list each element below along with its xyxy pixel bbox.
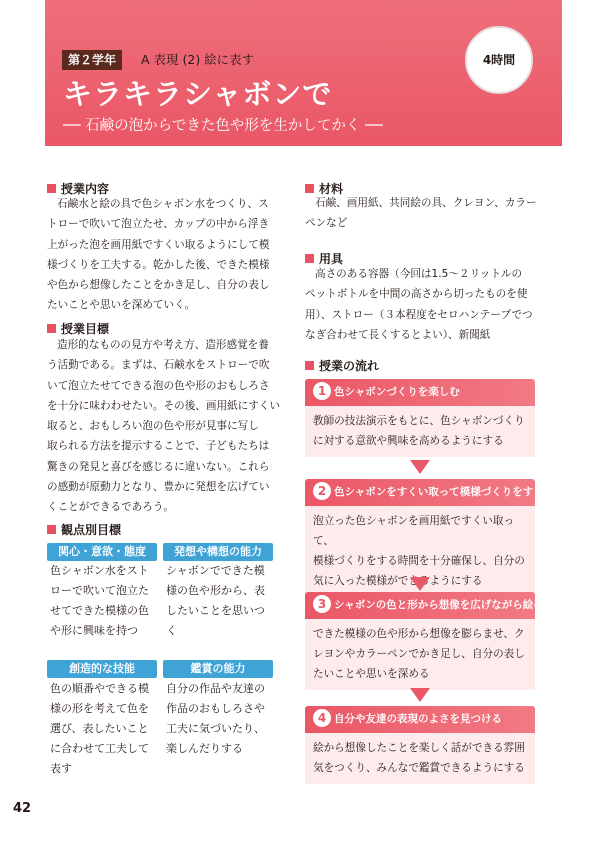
- text-line: や色から想像したことをかき足し、自分の表し: [47, 279, 270, 292]
- flow-step-1-title: 1 色シャボンづくりを楽しむ: [305, 379, 535, 406]
- text-line: たいことや思いを深めていく。: [47, 299, 196, 312]
- text-line: 自分の作品や友達の: [166, 682, 265, 695]
- text-line: 用）、ストロー（３本程度をセロハンテープでつ: [305, 308, 533, 321]
- square-bullet-icon: [305, 361, 314, 370]
- unit-title: A 表現 (2) 絵に表す: [141, 52, 255, 67]
- page-title: キラキラシャボンで: [63, 77, 333, 111]
- hours-badge: 4時間: [465, 26, 533, 94]
- text-line: 気に入った模様ができるようにする: [313, 575, 483, 587]
- text-line: 驚きの発見と喜びを感じるに違いない。これら: [47, 460, 270, 473]
- text-line: 表す: [50, 762, 72, 775]
- content-text: [47, 194, 287, 316]
- text-line: 絵から想像したことを楽しく話ができる雰囲: [313, 742, 525, 754]
- text-line: 作品のおもしろさや: [166, 702, 265, 715]
- text-line: や形に興味を持つ: [50, 624, 138, 637]
- text-line: 様の形を考えて色を: [50, 702, 149, 715]
- text-line: トローで吹いて泡立たせ、カップの中から浮き: [47, 218, 270, 231]
- down-arrow-icon: [410, 577, 430, 591]
- text-line: ペットボトルを中間の高さから切ったものを使: [305, 288, 528, 301]
- eval-text-idea: [166, 561, 278, 641]
- text-line: なぎ合わせて長くするとよい）、新聞紙: [305, 328, 491, 341]
- text-line: 造形的なものの見方や考え方、造形感覚を養: [57, 339, 269, 351]
- evaluation-heading: 観点別目標: [47, 521, 121, 538]
- flow-step-4-title: 4 自分や友達の表現のよさを見つける: [305, 706, 535, 733]
- text-line: いて泡立たせてできる泡の色や形のおもしろさ: [47, 379, 270, 392]
- page-number: 42: [13, 801, 32, 816]
- flow-step-1-body: [305, 406, 535, 457]
- materials-heading: 材料: [305, 180, 343, 197]
- text-line: 色シャボン水をスト: [50, 564, 149, 577]
- goals-heading: 授業目標: [47, 320, 109, 337]
- square-bullet-icon: [47, 324, 56, 333]
- text-line: 様の色や形から、表: [166, 584, 265, 597]
- goals-text: [47, 335, 287, 518]
- flow-step-3-title: 3 シャボンの色と形から想像を広げながら絵に表す: [305, 592, 535, 619]
- square-bullet-icon: [305, 184, 314, 193]
- eval-text-appreciation: [166, 679, 278, 759]
- text-line: 楽しんだりする: [166, 742, 243, 755]
- square-bullet-icon: [47, 184, 56, 193]
- square-bullet-icon: [47, 525, 56, 534]
- text-line: に合わせて工夫して: [50, 742, 149, 755]
- text-line: したいことを思いつ: [166, 604, 265, 617]
- square-bullet-icon: [305, 254, 314, 263]
- text-line: 気をつくり、みんなで鑑賞できるようにする: [313, 762, 525, 774]
- text-line: 石鹸水と絵の具で色シャボン水をつくり、ス: [57, 198, 269, 210]
- header-banner: [45, 0, 562, 146]
- step-number-icon: 1: [313, 382, 331, 400]
- text-line: レヨンやカラーペンでかき足し、自分の表し: [313, 648, 525, 660]
- step-number-icon: 3: [313, 595, 331, 613]
- flow-step-2-title: 2 色シャボンをすくい取って模様づくりをする: [305, 479, 535, 506]
- eval-label-appreciation: 鑑賞の能力: [163, 660, 273, 678]
- content-heading: 授業内容: [47, 180, 109, 197]
- eval-text-interest: [50, 561, 162, 641]
- text-line: 模様づくりをする時間を十分確保し、自分の: [313, 555, 525, 567]
- text-line: たいことや思いを深める: [313, 668, 430, 680]
- tools-text: [305, 264, 545, 345]
- materials-text: [305, 193, 545, 234]
- down-arrow-icon: [410, 460, 430, 474]
- text-line: ローで吹いて泡立た: [50, 584, 149, 597]
- text-line: くことができるであろう。: [47, 501, 175, 514]
- text-line: 選び、表したいこと: [50, 722, 149, 735]
- page-subtitle: ── 石鹸の泡からできた色や形を生かしてかく ──: [63, 118, 383, 134]
- text-line: せてできた模様の色: [50, 604, 149, 617]
- text-line: 取られる方法を提示することで、子どもたちは: [47, 440, 270, 453]
- text-line: 取ると、おもしろい泡の色や形が見事に写し: [47, 420, 259, 433]
- down-arrow-icon: [410, 688, 430, 702]
- eval-text-skill: [50, 679, 162, 779]
- text-line: 様づくりを工夫する。乾かした後、できた模様: [47, 258, 270, 271]
- text-line: できた模様の色や形から想像を膨らませ、ク: [313, 628, 525, 640]
- text-line: を十分に味わわせたい。その後、画用紙にすくい: [47, 399, 281, 412]
- text-line: の感動が原動力となり、豊かに発想を広げてい: [47, 481, 270, 494]
- flow-step-3-body: [305, 619, 535, 690]
- flow-heading: 授業の流れ: [305, 357, 379, 374]
- flow-step-4-body: [305, 733, 535, 784]
- text-line: ペンなど: [305, 217, 348, 230]
- text-line: 泡立った色シャボンを画用紙ですくい取って、: [313, 515, 515, 547]
- eval-label-skill: 創造的な技能: [47, 660, 157, 678]
- eval-label-idea: 発想や構想の能力: [163, 543, 273, 561]
- text-line: く: [166, 624, 177, 637]
- grade-tag: 第２学年: [62, 50, 122, 70]
- text-line: 色の順番やできる模: [50, 682, 149, 695]
- text-line: 教師の技法演示をもとに、色シャボンづくり: [313, 415, 525, 427]
- text-line: 高さのある容器（今回は1.5～２リットルの: [315, 268, 523, 280]
- step-number-icon: 2: [313, 482, 331, 500]
- text-line: 工夫に気づいたり、: [166, 722, 265, 735]
- text-line: シャボンでできた模: [166, 564, 265, 577]
- step-number-icon: 4: [313, 709, 331, 727]
- text-line: う活動である。まずは、石鹸水をストローで吹: [47, 359, 270, 372]
- tools-heading: 用具: [305, 250, 343, 267]
- eval-label-interest: 関心・意欲・態度: [47, 543, 157, 561]
- text-line: に対する意欲や興味を高めるようにする: [313, 435, 504, 447]
- text-line: 石鹸、画用紙、共同絵の具、クレヨン、カラー: [315, 197, 537, 209]
- text-line: 上がった泡を画用紙ですくい取るようにして模: [47, 238, 270, 251]
